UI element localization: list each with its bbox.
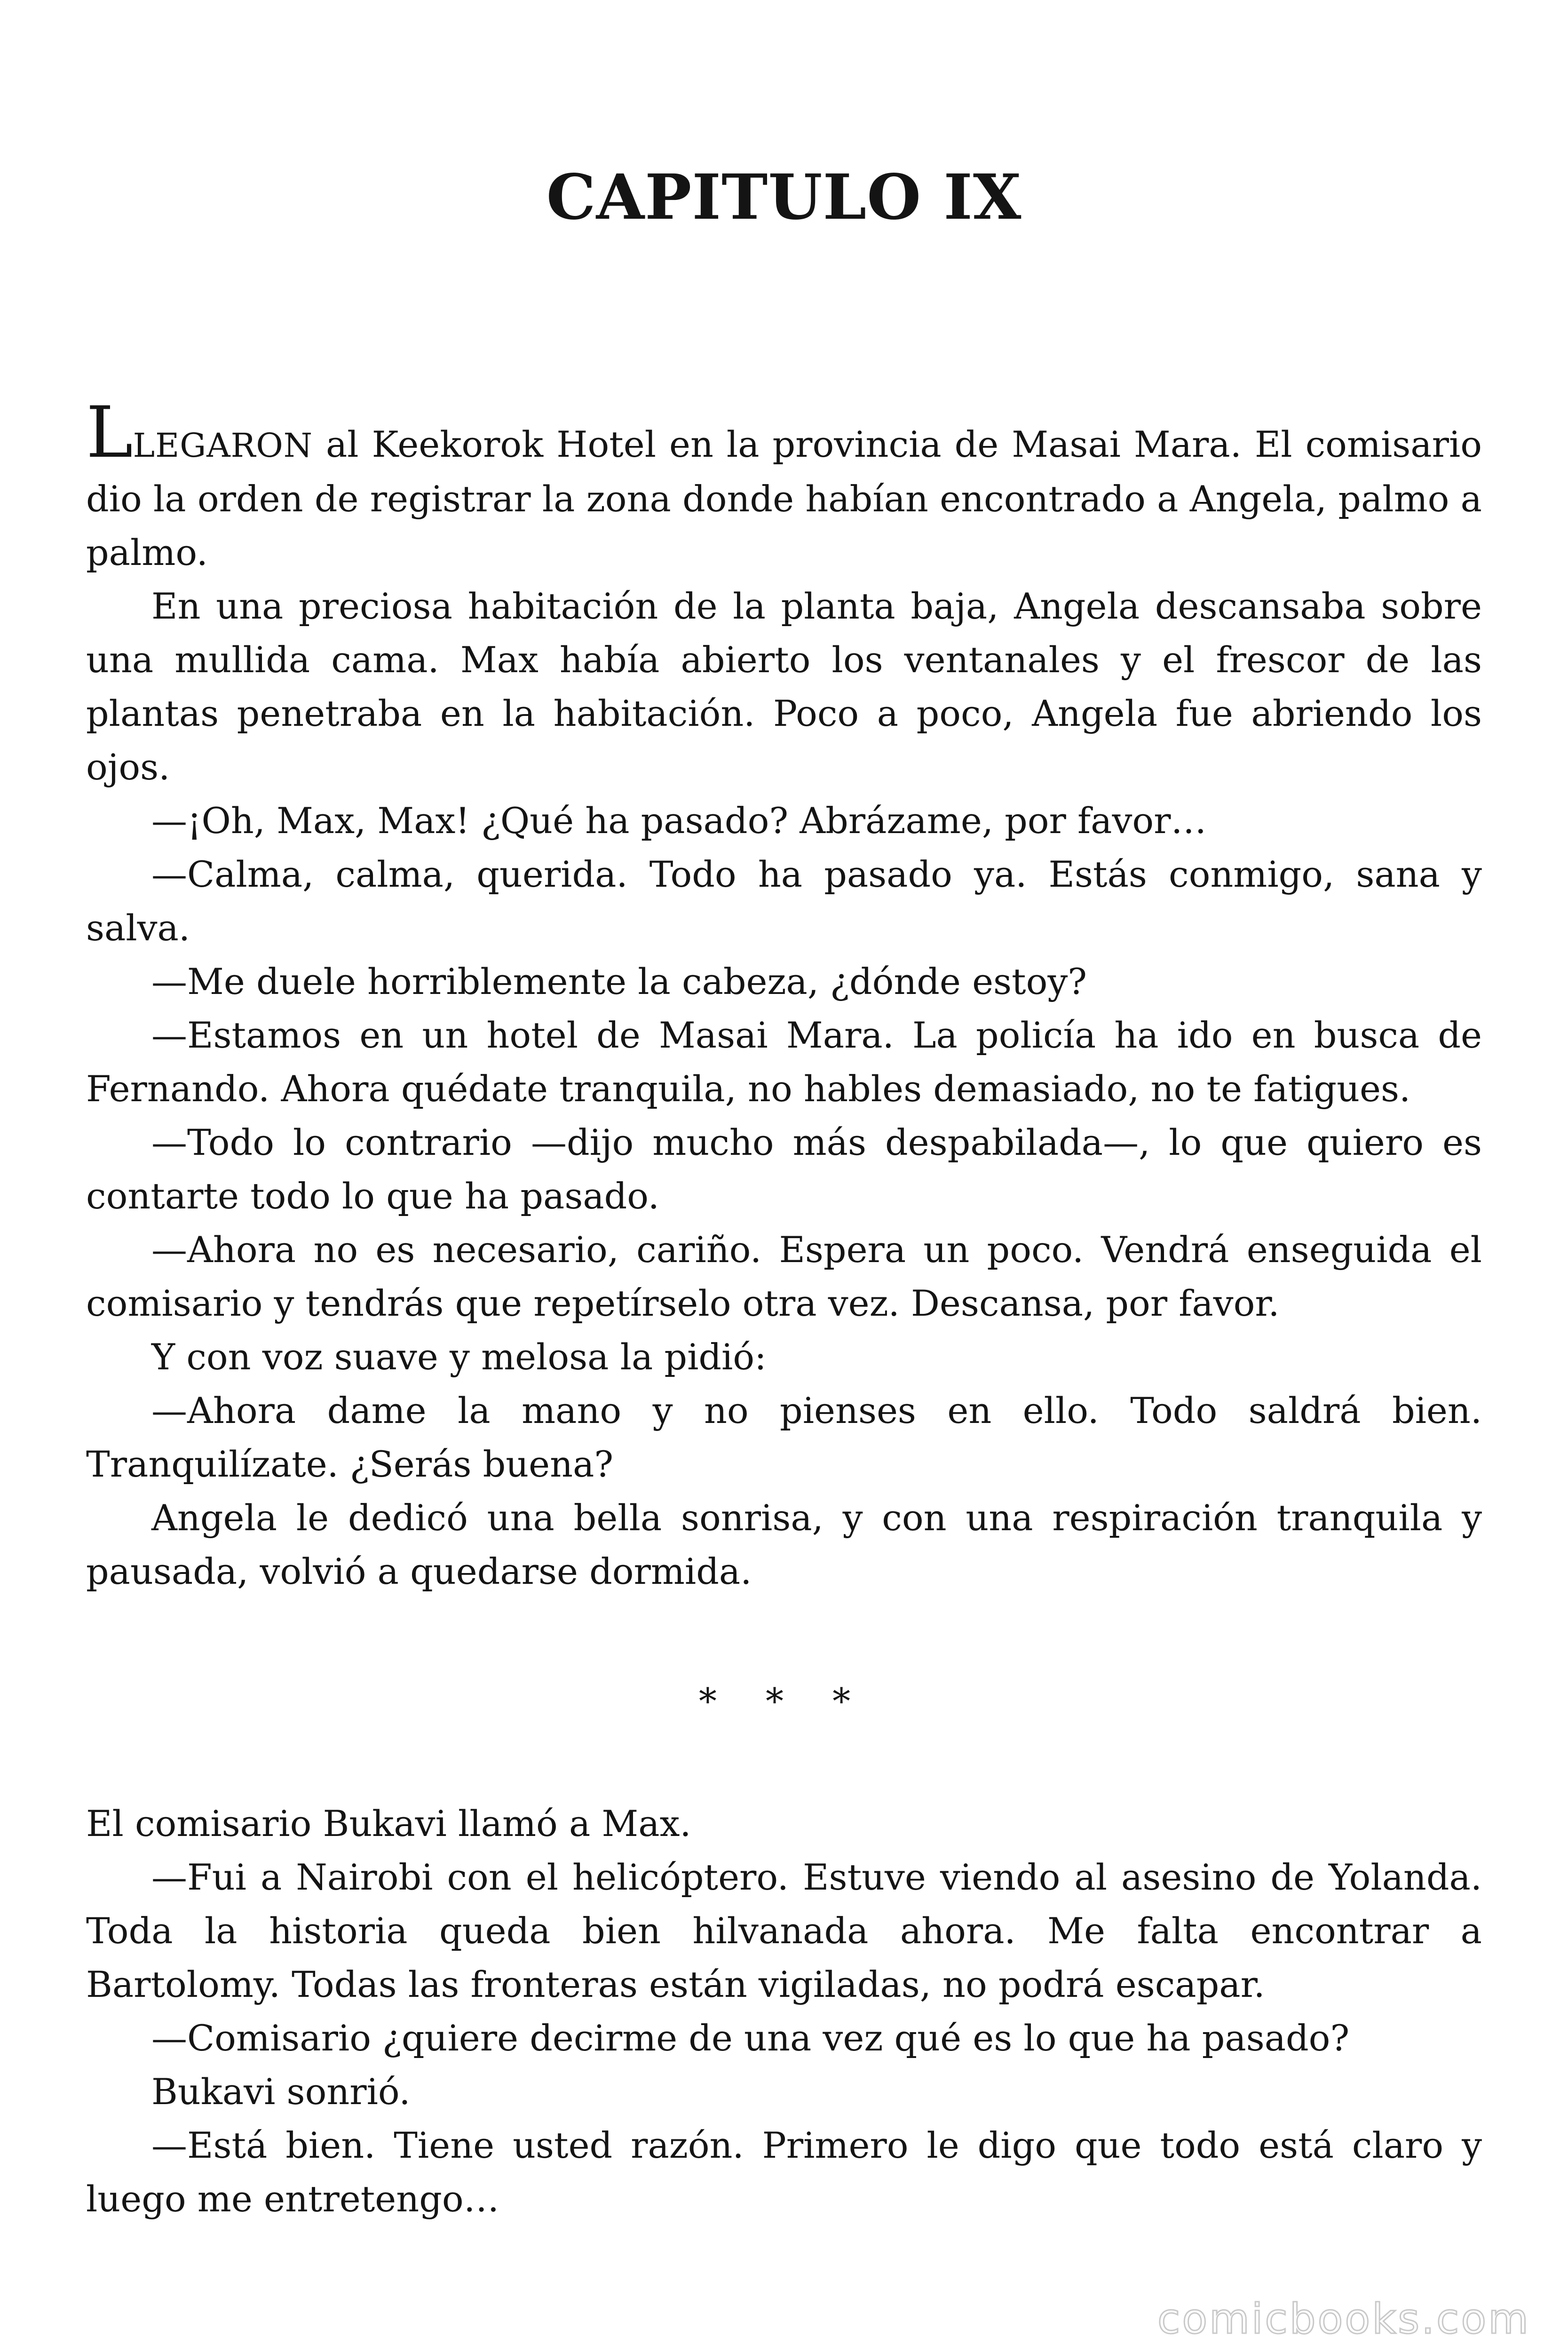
paragraph: —¡Oh, Max, Max! ¿Qué ha pasado? Abrázame, por favor… bbox=[151, 800, 1207, 842]
paragraph: —Calma, calma, querida. Todo ha pasado ya. Estás conmigo, sana y salva. bbox=[86, 853, 1482, 949]
paragraph: —Me duele horriblemente la cabeza, ¿dónde estoy? bbox=[151, 961, 1087, 1002]
paragraph: Bukavi sonrió. bbox=[151, 2071, 411, 2113]
paragraph: En una preciosa habitación de la planta baja, Angela descansaba sobre una mullida cama. Max había abierto los ventanales y el frescor de las plantas penetraba en la habitación. Poco a poco, Angela fue abriendo los ojos. bbox=[86, 585, 1482, 788]
paragraph: Angela le dedicó una bella sonrisa, y con una respiración tranquila y pausada, volvió a quedarse dormida. bbox=[86, 1497, 1482, 1592]
paragraph: —Ahora no es necesario, cariño. Espera un poco. Vendrá enseguida el comisario y tendrás que repetírselo otra vez. Descansa, por favor. bbox=[86, 1229, 1482, 1324]
paragraph: —Ahora dame la mano y no pienses en ello. Todo saldrá bien. Tranquilízate. ¿Serás buena? bbox=[86, 1390, 1482, 1485]
paragraph: —Todo lo contrario —dijo mucho más despabilada—, lo que quiero es contarte todo lo que ha pasado. bbox=[86, 1121, 1482, 1217]
section-2-first-paragraph: El comisario Bukavi llamó a Max. bbox=[86, 1803, 691, 1844]
paragraph: —Estamos en un hotel de Masai Mara. La policía ha ido en busca de Fernando. Ahora quédate tranquila, no hables demasiado, no te fatigues. bbox=[86, 1014, 1482, 1110]
paragraph: Y con voz suave y melosa la pidió: bbox=[151, 1336, 767, 1378]
paragraph: —Está bien. Tiene usted razón. Primero le digo que todo está claro y luego me entretengo… bbox=[86, 2124, 1482, 2220]
chapter-title: CAPITULO IX bbox=[546, 161, 1022, 234]
paragraph: —Fui a Nairobi con el helicóptero. Estuve viendo al asesino de Yolanda. Toda la historia queda bien hilvanada ahora. Me falta encontrar a Bartolomy. Todas las fronteras están vigiladas, no podrá escapar. bbox=[86, 1856, 1482, 2005]
section-2 bbox=[86, 1797, 1482, 2226]
paragraph: —Comisario ¿quiere decirme de una vez qué es lo que ha pasado? bbox=[151, 2017, 1350, 2059]
opening-small-caps: LEGARON bbox=[133, 426, 313, 465]
section-1 bbox=[86, 392, 1482, 1598]
drop-cap: L bbox=[86, 392, 133, 474]
watermark: comicbooks.com bbox=[1157, 2295, 1530, 2343]
opening-paragraph bbox=[86, 392, 1482, 580]
section-separator: * * * bbox=[698, 1680, 870, 1722]
opening-text: al Keekorok Hotel en la provincia de Masai Mara. El comisario dio la orden de registrar la zona donde habían encontrado a Angela, palmo a palmo. bbox=[86, 423, 1482, 573]
